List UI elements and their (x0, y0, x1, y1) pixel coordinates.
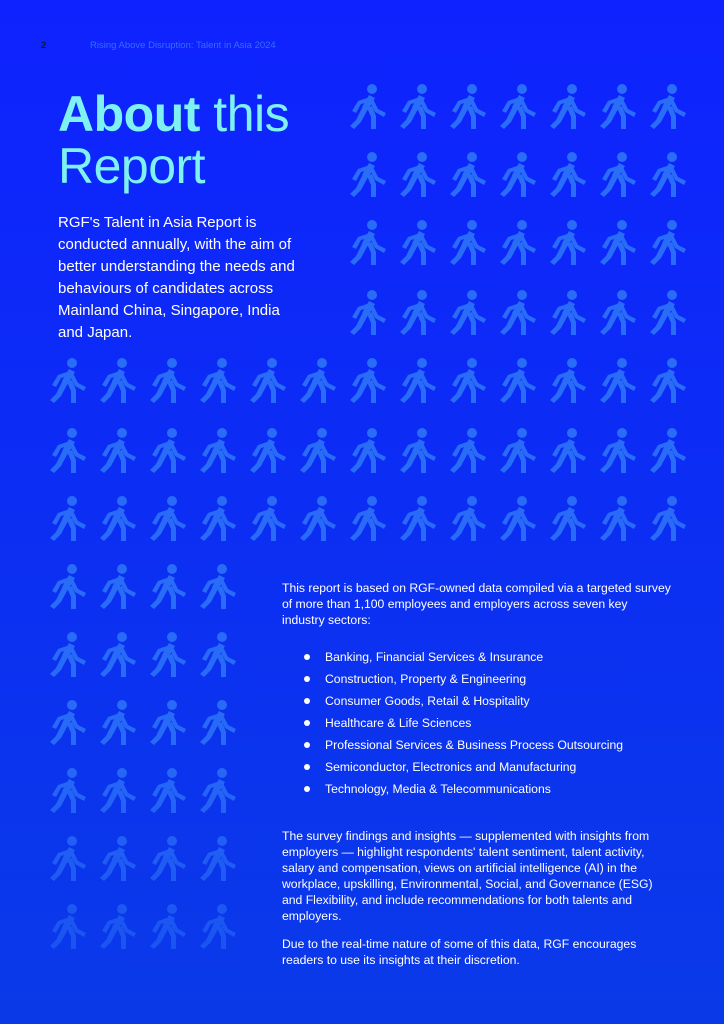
title-bold-word: About (58, 86, 200, 142)
survey-lead-paragraph: This report is based on RGF-owned data compiled via a targeted survey of more than 1,100 employees and employers across seven key industry sectors: (282, 581, 671, 627)
title-second-line: Report (58, 138, 206, 194)
title-light-word: this (213, 86, 290, 142)
sector-list-item: Semiconductor, Electronics and Manufacturing (304, 756, 672, 778)
page-number: 2 (41, 40, 47, 51)
disclaimer-paragraph: Due to the real-time nature of some of this data, RGF encourages readers to use its insights at their discretion. (282, 937, 637, 967)
industry-sector-list (282, 646, 672, 800)
sector-list-item: Banking, Financial Services & Insurance (304, 646, 672, 668)
sector-list-item: Construction, Property & Engineering (304, 668, 672, 690)
sector-list-item: Professional Services & Business Process Outsourcing (304, 734, 672, 756)
sector-list-item: Technology, Media & Telecommunications (304, 778, 672, 800)
page-title (58, 88, 289, 192)
findings-paragraph: The survey findings and insights — supplemented with insights from employers — highlight respondents' talent sentiment, talent activity, salary and compensation, views on artificial intelligence (AI) in the workplace, upskilling, Environmental, Social, and Governance (ESG) and Flexibility, and include recommendations for both talents and employers. (282, 829, 653, 923)
page-header (41, 40, 276, 51)
sector-list-item: Consumer Goods, Retail & Hospitality (304, 690, 672, 712)
intro-paragraph: RGF's Talent in Asia Report is conducted annually, with the aim of better understanding the needs and behaviours of candidates across Mainland China, Singapore, India and Japan. (58, 214, 295, 341)
sector-list-item: Healthcare & Life Sciences (304, 712, 672, 734)
report-body (282, 580, 672, 968)
running-title: Rising Above Disruption: Talent in Asia 2024 (90, 40, 276, 51)
